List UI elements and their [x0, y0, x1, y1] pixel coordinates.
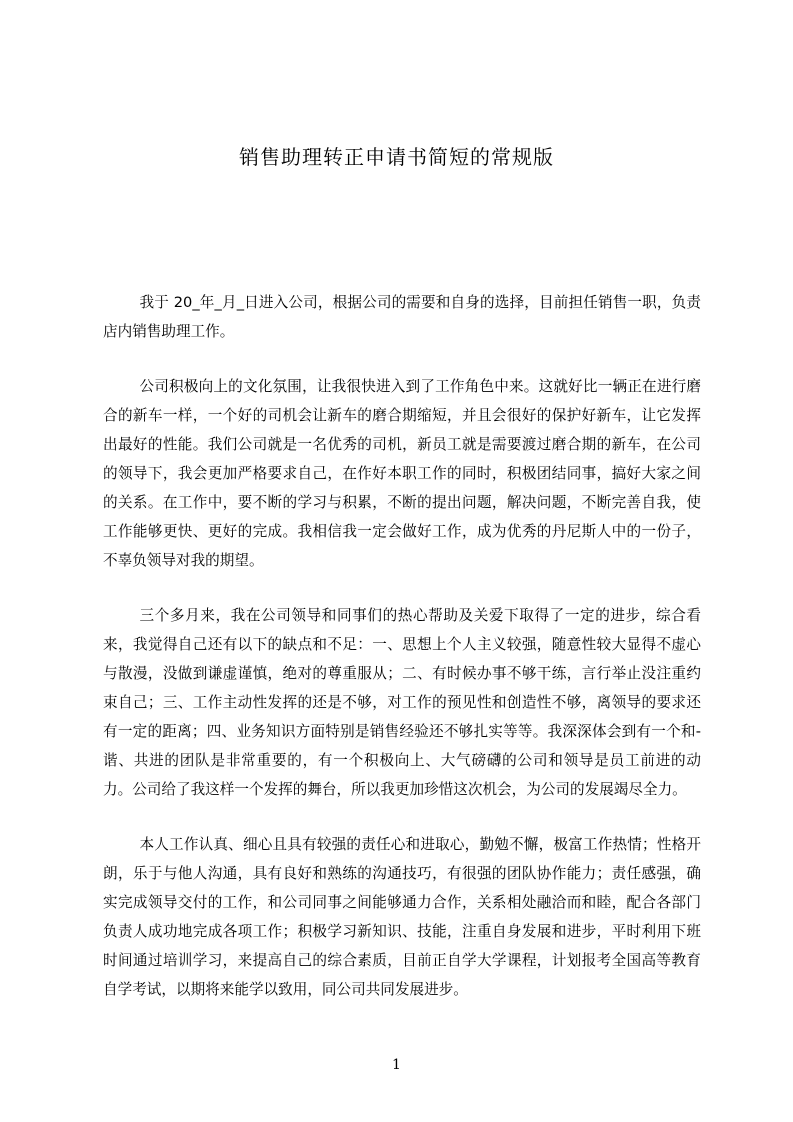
paragraph-1: 我于 20_年_月_日进入公司，根据公司的需要和自身的选择，目前担任销售一职，负责店内销售助理工作。 [103, 294, 701, 340]
document-body [103, 288, 701, 1030]
document-title: 销售助理转正申请书简短的常规版 [239, 145, 554, 169]
paragraph-4: 本人工作认真、细心且具有较强的责任心和进取心，勤勉不懈，极富工作热情；性格开朗，乐于与他人沟通，具有良好和熟练的沟通技巧，有很强的团队协作能力；责任感强，确实完成领导交付的工作，和公司同事之间能够通力合作，关系相处融洽而和睦，配合各部门负责人成功地完成各项工作；积极学习新知识、技能，注重自身发展和进步，平时利用下班时间通过培训学习，来提高自己的综合素质，目前正自学大学课程，计划报考全国高等教育自学考试，以期将来能学以致用，同公司共同发展进步。 [103, 836, 701, 998]
paragraph-2: 公司积极向上的文化氛围，让我很快进入到了工作角色中来。这就好比一辆正在进行磨合的新车一样，一个好的司机会让新车的磨合期缩短，并且会很好的保护好新车，让它发挥出最好的性能。我们公司就是一名优秀的司机，新员工就是需要渡过磨合期的新车，在公司的领导下，我会更加严格要求自己，在作好本职工作的同时，积极团结同事，搞好大家之间的关系。在工作中，要不断的学习与积累，不断的提出问题，解决问题，不断完善自我，使工作能够更快、更好的完成。我相信我一定会做好工作，成为优秀的丹尼斯人中的一份子，不辜负领导对我的期望。 [103, 378, 701, 569]
page-number: 1 [392, 1057, 401, 1073]
paragraph-3: 三个多月来，我在公司领导和同事们的热心帮助及关爱下取得了一定的进步，综合看来，我觉得自己还有以下的缺点和不足：一、思想上个人主义较强，随意性较大显得不虚心与散漫，没做到谦虚谨慎，绝对的尊重服从；二、有时候办事不够干练，言行举止没注重约束自己；三、工作主动性发挥的还是不够，对工作的预见性和创造性不够，离领导的要求还有一定的距离；四、业务知识方面特别是销售经验还不够扎实等等。我深深体会到有一个和-谐、共进的团队是非常重要的，有一个积极向上、大气磅礴的公司和领导是员工前进的动力。公司给了我这样一个发挥的舞台，所以我更加珍惜这次机会，为公司的发展竭尽全力。 [103, 607, 701, 798]
